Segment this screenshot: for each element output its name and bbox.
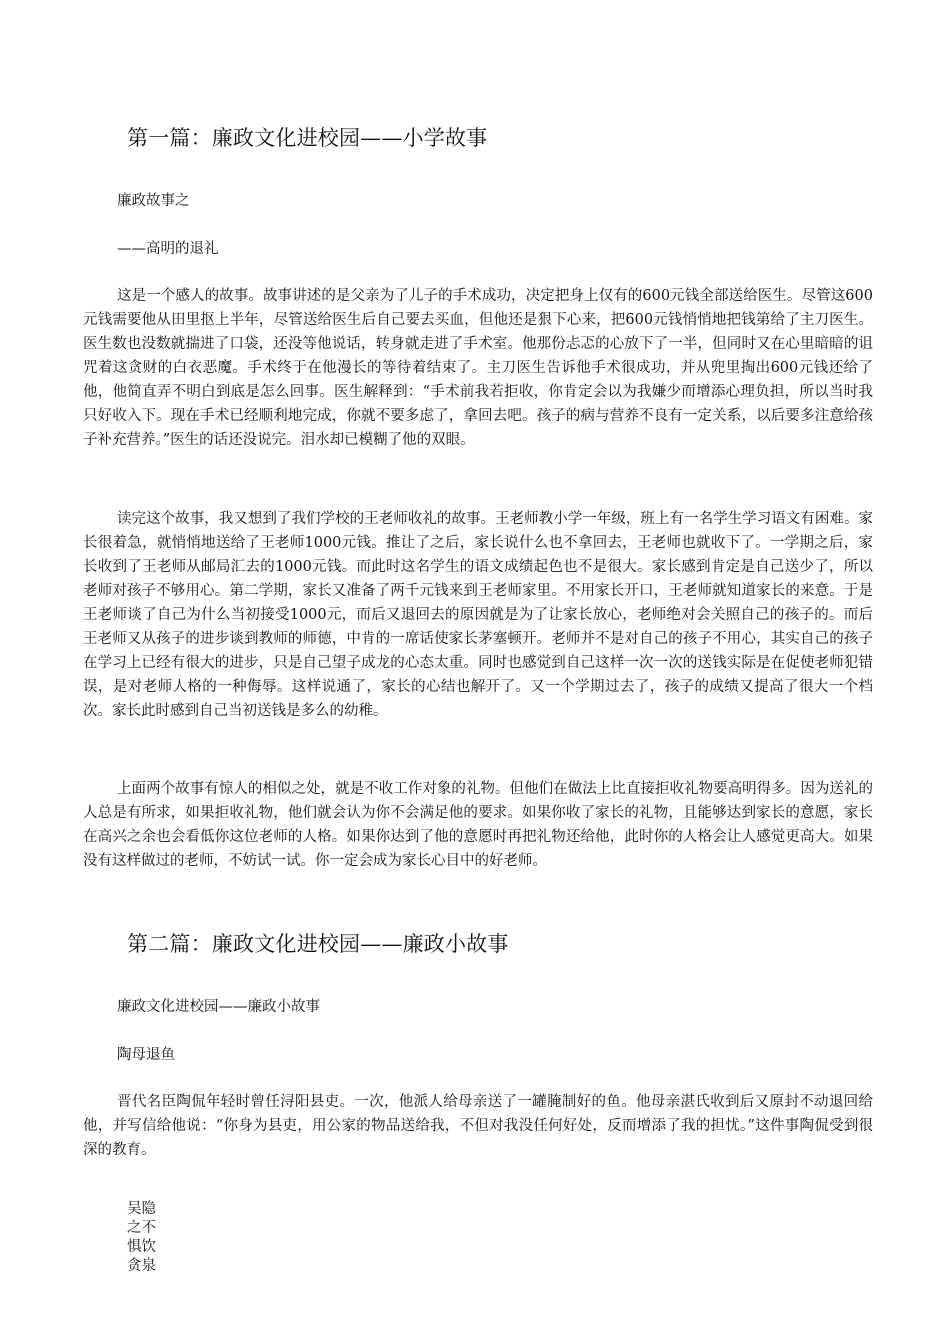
- section2-paragraph-1: 晋代名臣陶侃年轻时曾任浔阳县吏。一次，他派人给母亲送了一罐腌制好的鱼。他母亲湛氏收到后又原封不动退回给他，并写信给他说：“你身为县吏，用公家的物品送给我，不但对我没任何好处，反而增添了我的担忧。”这件事陶侃受到很深的教育。: [83, 1094, 873, 1158]
- section2-vertical-heading: 吴隐之不惧饮贪泉: [127, 1201, 156, 1274]
- section1-subtitle-2: ——高明的退礼: [117, 241, 219, 257]
- section2-subtitle-1: 廉政文化进校园——廉政小故事: [117, 999, 320, 1015]
- section1-paragraph-3: 上面两个故事有惊人的相似之处，就是不收工作对象的礼物。但他们在做法上比直接拒收礼物要高明得多。因为送礼的人总是有所求，如果拒收礼物，他们就会认为你不会满足他的要求。如果你收了家长的礼物，且能够达到家长的意愿，家长在高兴之余也会看低你这位老师的人格。如果你达到了他的意愿时再把礼物还给他，此时你的人格会让人感觉更高大。如果没有这样做过的老师，不妨试一试。你一定会成为家长心目中的好老师。: [83, 781, 873, 869]
- section1-subtitle-1: 廉政故事之: [117, 193, 190, 209]
- section2-title: 第二篇：廉政文化进校园——廉政小故事: [127, 932, 509, 956]
- section1-paragraph-2: 读完这个故事，我又想到了我们学校的王老师收礼的故事。王老师教小学一年级，班上有一名学生学习语文有困难。家长很着急，就悄悄地送给了王老师1000元钱。推让了之后，家长说什么也不拿回去，王老师也就收下了。一学期之后，家长收到了王老师从邮局汇去的1000元钱。而此时这名学生的语文成绩起色也不是很大。家长感到肯定是自己送少了，所以老师对孩子不够用心。第二学期，家长又准备了两千元钱来到王老师家里。不用家长开口，王老师就知道家长的来意。于是王老师谈了自己为什么当初接受1000元，而后又退回去的原因就是为了让家长放心，老师绝对会关照自己的孩子的。而后王老师又从孩子的进步谈到教师的师德，中肯的一席话使家长茅塞顿开。老师并不是对自己的孩子不用心，其实自己的孩子在学习上已经有很大的进步，只是自己望子成龙的心态太重。同时也感觉到自己这样一次一次的送钱实际是在促使老师犯错误，是对老师人格的一种侮辱。这样说通了，家长的心结也解开了。又一个学期过去了，孩子的成绩又提高了很大一个档次。家长此时感到自己当初送钱是多么的幼稚。: [83, 511, 873, 719]
- section1-title: 第一篇：廉政文化进校园——小学故事: [127, 126, 488, 150]
- section2-subtitle-2: 陶母退鱼: [117, 1047, 175, 1063]
- section1-paragraph-1: 这是一个感人的故事。故事讲述的是父亲为了儿子的手术成功，决定把身上仅有的600元钱全部送给医生。尽管这600元钱需要他从田里抠上半年，尽管送给医生后自己要去买血，但他还是狠下心来，把600元钱悄悄地把钱第给了主刀医生。医生数也没数就揣进了口袋，还没等他说话，转身就走进了手术室。他那份忐忑的心放下了一半，但同时又在心里暗暗的诅咒着这贪财的白衣恶魔。手术终于在他漫长的等待着结束了。主刀医生告诉他手术很成功，并从兜里掏出600元钱还给了他，他简直弄不明白到底是怎么回事。医生解释到：“手术前我若拒收，你肯定会以为我嫌少而增添心理负担，所以当时我只好收入下。现在手术已经顺利地完成，你就不要多虑了，拿回去吧。孩子的病与营养不良有一定关系，以后要多注意给孩子补充营养。”医生的话还没说完。泪水却已模糊了他的双眼。: [83, 288, 873, 448]
